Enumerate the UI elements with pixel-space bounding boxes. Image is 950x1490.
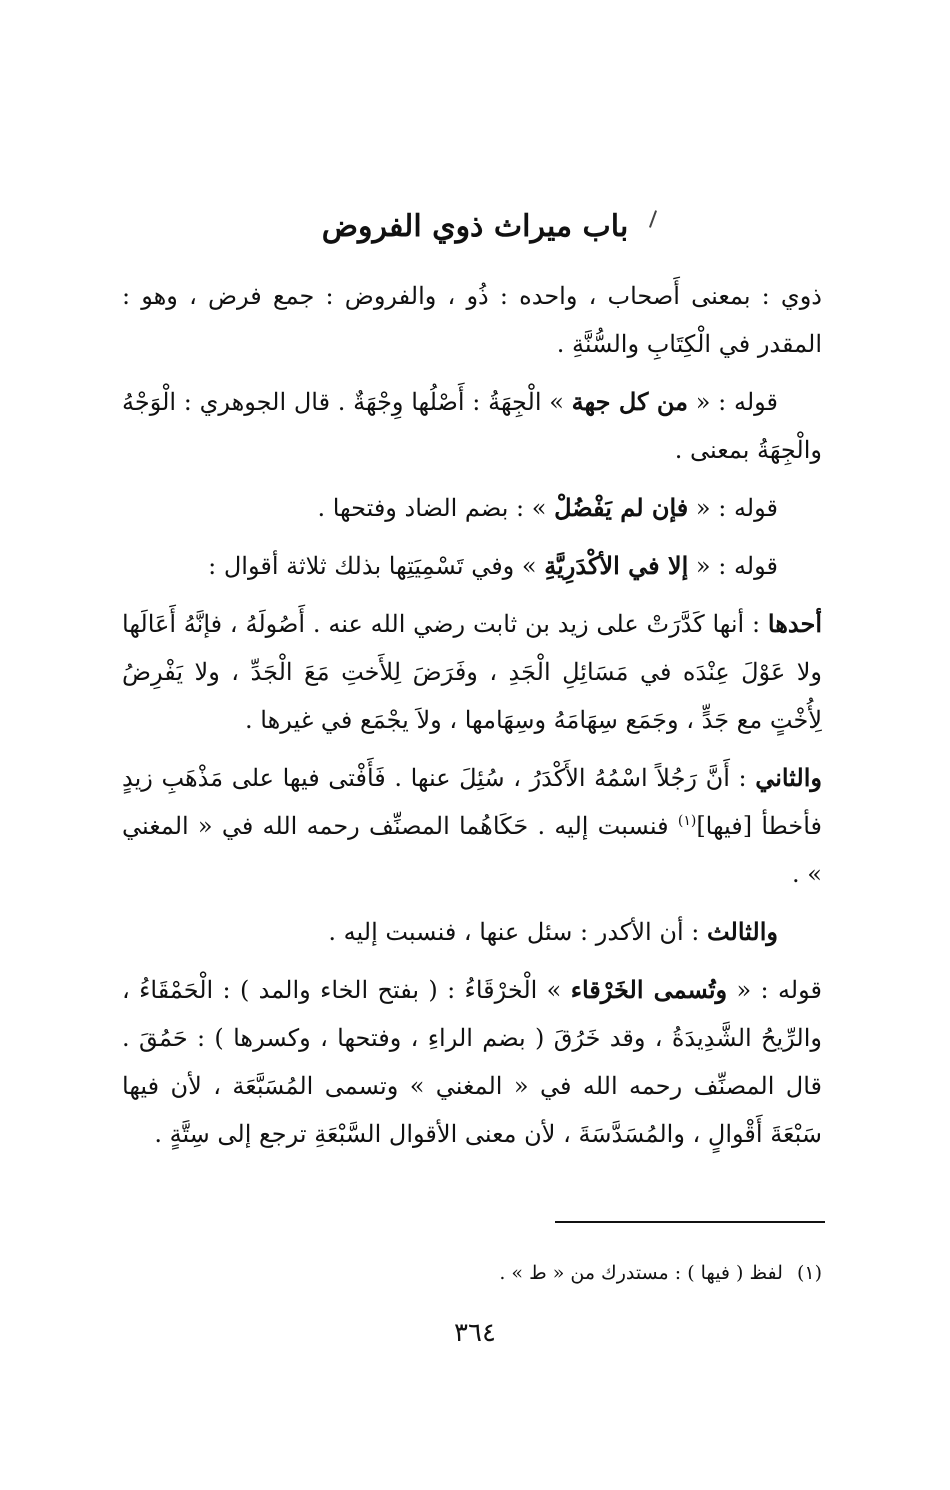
opinion-label: والثاني — [755, 763, 822, 792]
paragraph-text: ذوي : بمعنى أَصحاب ، واحده : ذُو ، والفروض : جمع فرض ، وهو : المقدر في الْكِتَابِ والسُّنَّةِ . — [122, 282, 822, 358]
chapter-title: باب ميراث ذوي الفروض — [321, 209, 629, 244]
paragraph-akdariyya — [122, 542, 822, 590]
quote-lead: قوله : « — [688, 552, 778, 580]
footnote-text: لفظ ( فيها ) : مستدرك من « ط » . — [499, 1262, 783, 1284]
paragraph-text: : أن الأكدر : سئل عنها ، فنسبت إليه . — [328, 918, 707, 946]
paragraph-text: » الْخرْقَاءُ : ( بفتح الخاء والمد ) : الْحَمْقَاءُ ، والرِّيحُ الشَّدِيدَةُ ، وقد خَرُقَ ( بضم الراءِ ، وفتحها ، وكسرها ) : حَمُقَ . قال المصنِّف رحمه الله في « المغني » وتسمى المُسَبَّعَة ، لأن فيها سَبْعَةَ أَقْوالٍ ، والمُسَدَّسَةَ ، لأن معنى الأقوال السَّبْعَةِ ترجع إلى سِتَّةٍ . — [122, 976, 822, 1148]
quote-lead: قوله : « — [688, 494, 778, 522]
paragraph-third-opinion — [122, 908, 822, 956]
opinion-label: أحدها — [767, 609, 822, 638]
paragraph-text: : أَنَّ رَجُلاً اسْمُهُ الأَكْدَرُ ، سُئِلَ عنها . فَأَفْتى فيها على مَذْهَبِ زيدٍ فأخطأ [فيها] — [122, 764, 822, 840]
page-number: ٣٦٤ — [454, 1318, 496, 1348]
quote-lead: قوله : « — [688, 388, 779, 416]
paragraph-text: » : بضم الضاد وفتحها . — [317, 494, 555, 522]
opinion-label: والثالث — [706, 917, 778, 946]
main-text — [122, 272, 822, 1168]
paragraph-text-continued: فنسبت إليه . حَكَاهُما المصنِّف رحمه الله في « المغني » . — [122, 812, 822, 888]
quoted-term: وتُسمى الخَرْقاء — [570, 975, 728, 1004]
paragraph-every-direction — [122, 378, 822, 474]
quoted-term: من كل جهة — [571, 387, 689, 416]
paragraph-second-opinion — [122, 754, 822, 898]
paragraph-first-opinion — [122, 600, 822, 744]
quoted-term: إلا في الأكْدَرِيَّةِ — [544, 551, 689, 580]
paragraph-definition — [122, 272, 822, 368]
paragraph-kharqa — [122, 966, 822, 1158]
paragraph-remainder — [122, 484, 822, 532]
footnote-reference[interactable]: (١) — [677, 813, 697, 829]
quoted-term: فإن لم يَفْضُلْ — [554, 493, 689, 522]
footnote — [122, 1258, 822, 1288]
paragraph-text: » الْجِهَةُ : أَصْلُها وِجْهَةٌ . قال الجوهري : الْوَجْهُ والْجِهَةُ بمعنى . — [122, 388, 822, 464]
paragraph-text: : أنها كَدَّرَتْ على زيد بن ثابت رضي الله عنه . أَصُولَهُ ، فإنَّهُ أَعَالَها ولا عَوْلَ عِنْدَه في مَسَائِلِ الْجَدِ ، وفَرَضَ لِلأَختِ مَعَ الْجَدِّ ، ولا يَفْرِضُ لِأُخْتٍ مع جَدٍّ ، وجَمَع سِهَامَهُ وسِهَامها ، ولاَ يجْمَع في غيرها . — [122, 610, 822, 734]
footnote-number: (١) — [796, 1262, 822, 1284]
footnote-separator — [555, 1221, 825, 1223]
paragraph-text: » وفي تَسْمِيَتِها بذلك ثلاثة أقوال : — [208, 552, 545, 580]
quote-lead: قوله : « — [727, 976, 822, 1004]
